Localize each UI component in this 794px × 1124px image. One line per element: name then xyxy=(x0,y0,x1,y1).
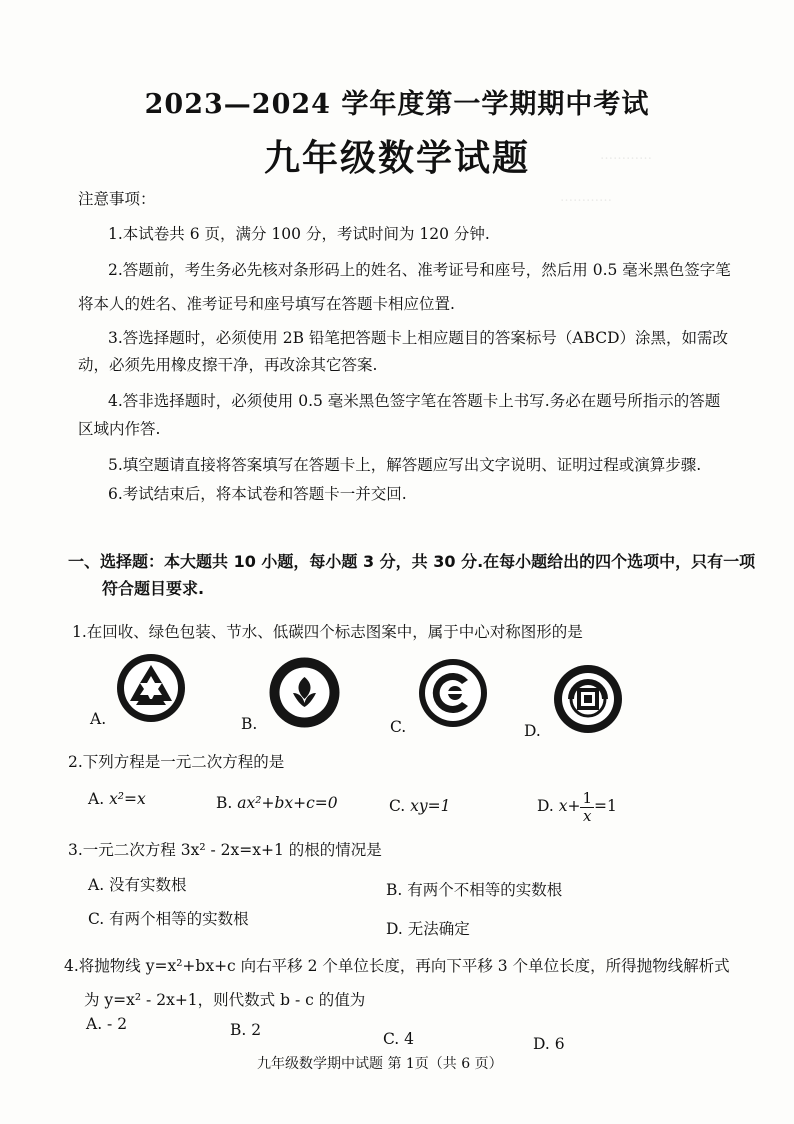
recycle-logo-icon xyxy=(116,653,186,723)
notice-item-4a: 4.答非选择题时，必须使用 0.5 毫米黑色签字笔在答题卡上书写.务必在题号所指示的答题 xyxy=(108,392,721,410)
green-package-logo-icon xyxy=(269,657,340,728)
option-label: A. xyxy=(88,790,105,808)
option-label: C. xyxy=(389,797,406,815)
question-4-option-a: A. - 2 xyxy=(86,1015,128,1033)
question-3-option-b: B. 有两个不相等的实数根 xyxy=(386,881,563,899)
question-3-option-c: C. 有两个相等的实数根 xyxy=(88,910,249,928)
exam-title: 2023—2024 学年度第一学期期中考试 xyxy=(144,89,650,120)
section-1-heading-cont: 符合题目要求. xyxy=(102,579,205,598)
option-c-expression: xy=1 xyxy=(410,797,451,815)
question-2-option-c xyxy=(389,797,451,815)
question-1-option-b: B. xyxy=(241,715,258,733)
question-4-stem: 4.将抛物线 y=x²+bx+c 向右平移 2 个单位长度，再向下平移 3 个单位长度，所得抛物线解析式 xyxy=(64,957,730,975)
notice-item-2a: 2.答题前，考生务必先核对条形码上的姓名、准考证号和座号，然后用 0.5 毫米黑色签字笔 xyxy=(108,261,731,279)
question-3-stem: 3.一元二次方程 3x² - 2x=x+1 的根的情况是 xyxy=(68,841,382,859)
question-2-stem: 2.下列方程是一元二次方程的是 xyxy=(68,753,285,771)
question-4-option-b: B. 2 xyxy=(230,1021,262,1039)
bleed-through-mark: ………… xyxy=(600,148,652,163)
option-d-post: =1 xyxy=(594,797,617,815)
page-footer: 九年级数学期中试题 第 1页（共 6 页） xyxy=(257,1056,503,1072)
notice-item-4b: 区域内作答. xyxy=(78,420,161,438)
option-d-pre: x+ xyxy=(558,797,581,815)
notice-item-3b: 动，必须先用橡皮擦干净，再改涂其它答案. xyxy=(78,356,378,374)
exam-subtitle: 九年级数学试题 xyxy=(263,137,530,179)
question-2-option-d xyxy=(537,790,617,824)
notice-item-3a: 3.答选择题时，必须使用 2B 铅笔把答题卡上相应题目的答案标号（ABCD）涂黑，如需改 xyxy=(108,329,729,347)
question-4-option-c: C. 4 xyxy=(383,1030,415,1048)
low-carbon-logo-icon xyxy=(553,664,623,734)
fraction-numerator: 1 xyxy=(582,789,593,807)
section-1-heading: 一、选择题：本大题共 10 小题，每小题 3 分，共 30 分.在每小题给出的四个选项中，只有一项 xyxy=(68,552,756,571)
question-1-option-a: A. xyxy=(90,710,107,728)
notice-item-6: 6.考试结束后，将本试卷和答题卡一并交回. xyxy=(108,485,407,503)
question-1-stem: 1.在回收、绿色包装、节水、低碳四个标志图案中，属于中心对称图形的是 xyxy=(72,623,583,641)
question-3-option-a: A. 没有实数根 xyxy=(88,876,187,894)
question-2-option-b xyxy=(216,794,338,812)
option-label: B. xyxy=(216,794,233,812)
question-3-option-d: D. 无法确定 xyxy=(386,920,470,938)
option-label: D. xyxy=(537,797,554,815)
question-1-option-d: D. xyxy=(524,722,541,740)
option-b-expression: ax²+bx+c=0 xyxy=(237,794,338,812)
question-2-option-a xyxy=(88,790,146,808)
water-saving-logo-icon xyxy=(418,658,488,728)
notice-item-5: 5.填空题请直接将答案填写在答题卡上，解答题应写出文字说明、证明过程或演算步骤. xyxy=(108,456,702,474)
notice-item-1: 1.本试卷共 6 页，满分 100 分，考试时间为 120 分钟. xyxy=(108,225,490,243)
question-4-option-d: D. 6 xyxy=(533,1035,565,1053)
bleed-through-mark: ………… xyxy=(560,190,612,205)
option-a-expression: x²=x xyxy=(109,790,146,808)
notice-item-2b: 将本人的姓名、准考证号和座号填写在答题卡相应位置. xyxy=(78,295,455,313)
fraction-denominator: x xyxy=(583,806,592,825)
question-4-stem-cont: 为 y=x² - 2x+1，则代数式 b - c 的值为 xyxy=(84,991,366,1009)
notice-heading: 注意事项： xyxy=(78,190,156,208)
option-d-fraction xyxy=(580,790,594,824)
question-1-option-c: C. xyxy=(390,718,407,736)
